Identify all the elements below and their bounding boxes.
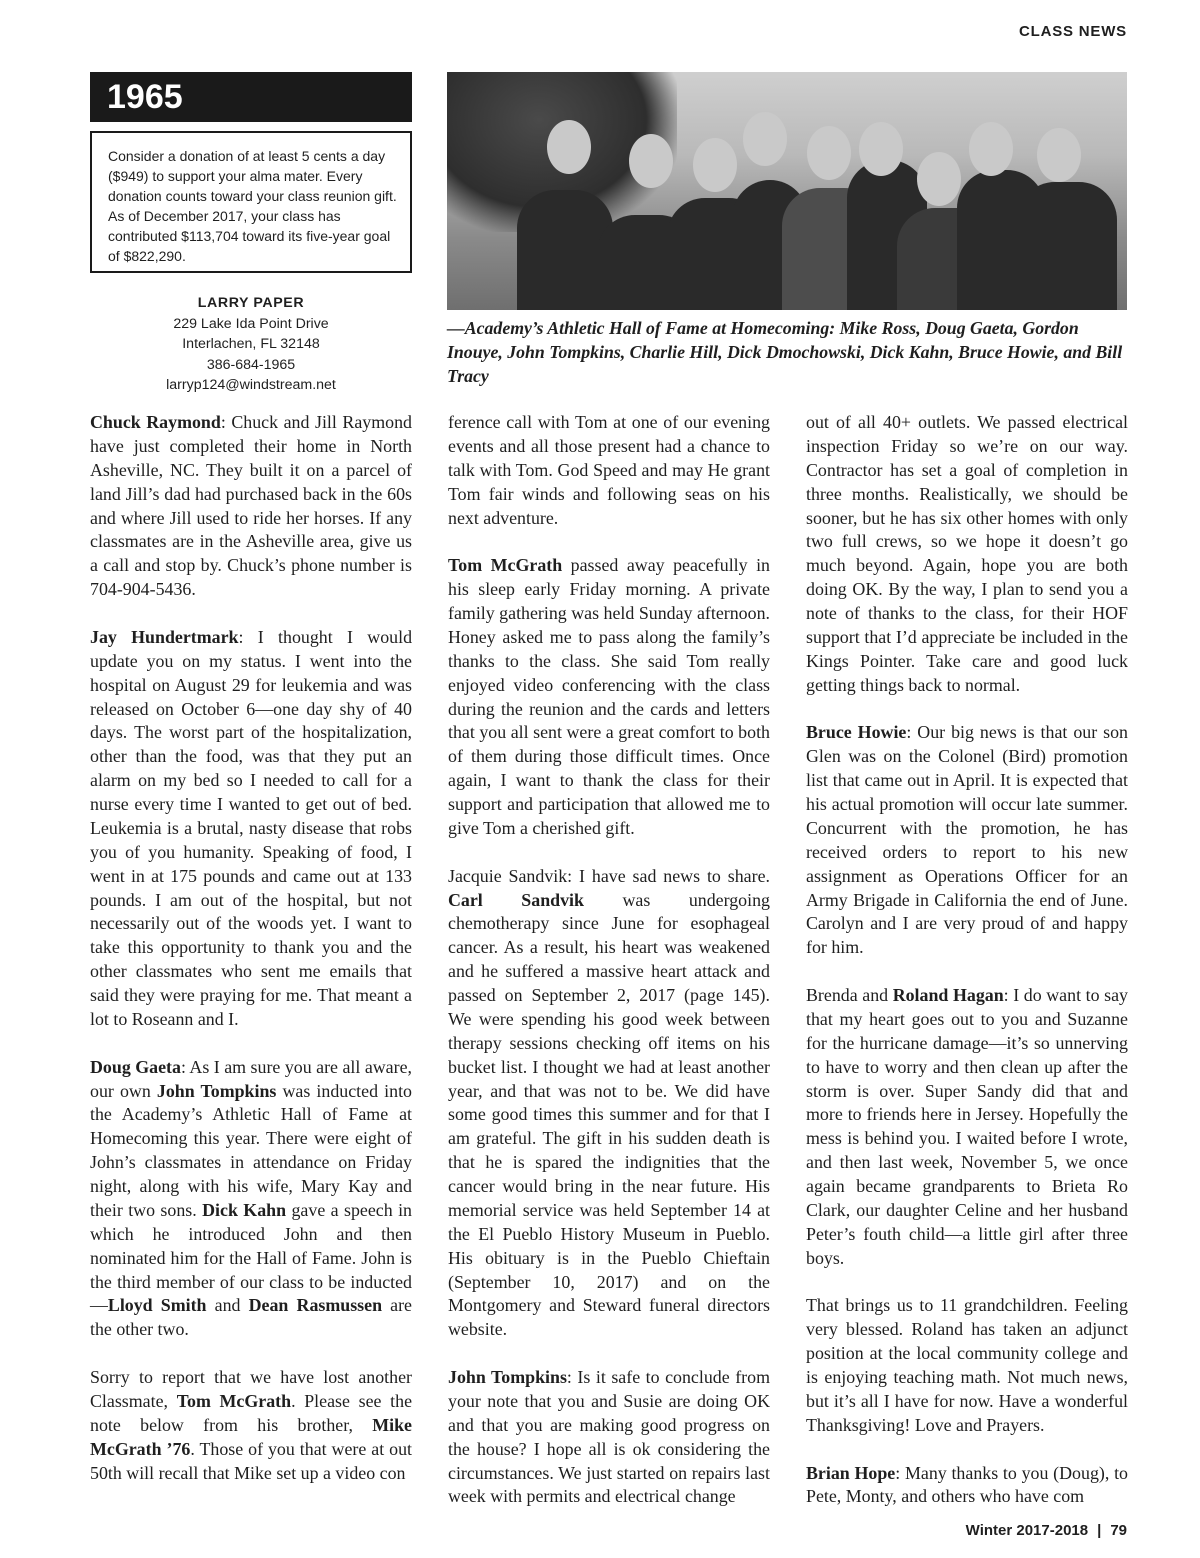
column-3 [806, 411, 1128, 1509]
classmate-name: Brian Hope [806, 1462, 896, 1483]
classmate-name: Dick Kahn [202, 1199, 287, 1220]
entry-text: Jacquie Sandvik: I have sad news to share. [448, 865, 770, 886]
entry-text: . Those of you that were at out 50th will recall that Mike set up a video con [90, 1438, 412, 1483]
entry-text: : Our big news is that our son Glen was on the Colonel (Bird) promotion list that came out in April. It is expected that his actual promotion will occur late summer. Concurrent with the promotion, he has received orders to report to his new assignment as Operations Officer for an Army Brigade in California the end of June. Carolyn and I are very proud of and happy for him. [806, 722, 1128, 958]
entry-text: : Is it safe to conclude from your note that you and Susie are doing OK and that you are making good progress on the house? I hope all is ok considering the circumstances. We just started on repairs last week with permits and electrical change [448, 1367, 770, 1507]
entry-text: . Please see the note below from his brother, [90, 1390, 413, 1435]
entry-john-tompkins [448, 1366, 770, 1509]
photo-head [693, 138, 737, 192]
photo-head [547, 120, 591, 174]
contact-phone: 386-684-1965 [206, 356, 296, 373]
class-year-banner: 1965 [90, 72, 412, 122]
entry-continued: out of all 40+ outlets. We passed electrical inspection Friday so we’re on our way. Contractor has set a goal of completion in three months. Realistically, we should be sooner, but he has six other homes with only two full crews, so we hope it doesn’t go much beyond. Again, hope you are both doing OK. By the way, I plan to send you a note of thanks to the class, for their HOF support that I’d appreciate be included in the Kings Pointer. Take care and good luck getting things back to normal. [806, 412, 1128, 695]
entry-continued: ference call with Tom at one of our evening events and all those present had a chance to talk with Tom. God Speed and may He grant Tom fair winds and following seas on his next adventure. [448, 412, 770, 528]
classmate-name: Jay Hundertmark [90, 626, 239, 647]
photo-head [807, 126, 851, 180]
entry-tom-mcgrath-notice [90, 1366, 412, 1485]
column-1 [90, 411, 412, 1485]
entry-roland-hagan [806, 984, 1128, 1271]
class-secretary-contact [90, 293, 412, 396]
entry-doug-gaeta [90, 1056, 412, 1343]
column-2 [448, 411, 770, 1509]
contact-name: LARRY PAPER [197, 295, 305, 311]
contact-address-line2: Interlachen, FL 32148 [182, 336, 320, 352]
photo-head [629, 134, 673, 188]
entry-text: : I thought I would update you on my status. I went into the hospital on August 29 for leukemia and was released on October 6—one day shy of 40 days. The worst part of the hospitalization, other than the food, was that they put an alarm on my bed so I needed to call for a nurse every time I wanted to get out of bed. Leukemia is a brutal, nasty disease that robs you of you humanity. Speaking of food, I went in at 175 pounds and came out at 133 pounds. I am out of the hospital, but not necessarily out of the woods yet. I want to take this opportunity to thank you and the other classmates who sent me emails that said they were praying for me. That meant a lot to Roseann and I. [90, 626, 413, 1029]
entry-text: was inducted into the Academy’s Athletic Hall of Fame at Homecoming this year. There were eight of John’s classmates in attendance on Friday night, along with his wife, Mary Kay and their two sons. [90, 1080, 412, 1220]
classmate-name: Bruce Howie [806, 722, 907, 743]
photo-head [1037, 128, 1081, 182]
classmate-name: Chuck Raymond [90, 412, 221, 432]
photo-head [917, 152, 961, 206]
entry-text: gave a speech in which he introduced John and then nominated him for the Hall of Fame. John is the third member of our class to be inducted— [90, 1199, 412, 1316]
group-photo [447, 72, 1127, 310]
classmate-name: Doug Gaeta [90, 1056, 181, 1077]
entry-text: Sorry to report that we have lost another Classmate, [90, 1367, 412, 1411]
photo-head [743, 112, 787, 166]
entry-jay-hundertmark [90, 626, 412, 1032]
classmate-name: Mike McGrath ’76 [90, 1414, 412, 1459]
entry-text: : I do want to say that my heart goes out to you and Suzanne for the hurricane damage—it’s so unnerving to have to worry and then clean up after the storm is over. Super Sandy did that and more to friends here in Jersey. Hopefully the mess is behind you. I waited before I wrote, and then last week, November 5, we once again became grandparents to Brieta Ro Clark, our daughter Celine and her husband Peter’s fouth child—a little girl after three boys. [806, 985, 1128, 1268]
entry-text: and [206, 1295, 249, 1316]
classmate-name: Roland Hagan [892, 985, 1004, 1005]
entry-text: passed away peacefully in his sleep early Friday morning. A private family gathering was held Sunday afternoon. Honey asked me to pass along the family’s thanks to the class. She said Tom really enjoyed video conferencing with the class during the reunion and the cards and letters that you all sent were a great comfort to both of them during those difficult times. Once again, I want to thank the class for their support and participation that allowed me to give Tom a cherished gift. [448, 555, 770, 838]
entry-text: : Many thanks to you (Doug), to Pete, Monty, and others who have com [806, 1462, 1128, 1507]
donation-box: Consider a donation of at least 5 cents a day ($949) to support your alma mater. Every donation counts toward your class reunion gift. As of December 2017, your class has contributed $113,704 toward its five-year goal of $822,290. [90, 131, 412, 273]
classmate-name: Tom McGrath [176, 1390, 292, 1411]
classmate-name: Tom McGrath [448, 555, 563, 576]
entry-text: was undergoing chemotherapy since June for esophageal cancer. As a result, his heart was weakened and he suffered a massive heart attack and passed on September 2, 2017 (page 145). We were spending his good week between therapy sessions checking off items on his bucket list. I thought we had at least another year, and that was not to be. We did have some good times this summer and for that I am grateful. The gift in his sudden death is that he is spared the indignities that the cancer would bring in the near future. His memorial service was held September 14 at the El Pueblo History Museum in Pueblo. His obituary is in the Pueblo Chieftain (September 10, 2017) and on the Montgomery and Steward funeral directors website. [448, 889, 770, 1340]
classmate-name: Dean Rasmussen [248, 1295, 383, 1316]
entry-grandchildren: That brings us to 11 grandchildren. Feeling very blessed. Roland has taken an adjunct position at the local community college and is enjoying teaching math. Not much news, but it’s all I have for now. Have a wonderful Thanksgiving! Love and Prayers. [806, 1295, 1128, 1435]
entry-chuck-raymond [90, 411, 412, 602]
entry-text: are the other two. [90, 1295, 412, 1340]
issue-label: Winter 2017-2018 [965, 1522, 1089, 1539]
footer-separator: | [1097, 1522, 1102, 1539]
photo-person [1017, 182, 1117, 310]
photo-head [969, 122, 1013, 176]
entry-brian-hope [806, 1462, 1128, 1510]
entry-text: : As I am sure you are all aware, our own [90, 1056, 412, 1101]
section-header: CLASS NEWS [1018, 23, 1127, 40]
page-footer [966, 1522, 1127, 1539]
entry-bruce-howie [806, 721, 1128, 960]
entry-tom-mcgrath [448, 554, 770, 841]
photo-head [859, 122, 903, 176]
page-number: 79 [1110, 1522, 1127, 1539]
classmate-name: Carl Sandvik [448, 889, 584, 910]
entry-text: : Chuck and Jill Raymond have just completed their home in North Asheville, NC. They built it on a parcel of land Jill’s dad had purchased back in the 60s and where Jill used to ride her horses. If any classmates are in the Asheville area, give us a call and stop by. Chuck’s phone number is 704-904-5436. [90, 412, 412, 600]
entry-carl-sandvik [448, 865, 770, 1343]
classmate-name: Lloyd Smith [107, 1295, 207, 1316]
photo-caption: —Academy’s Athletic Hall of Fame at Homecoming: Mike Ross, Doug Gaeta, Gordon Inouye, John Tompkins, Charlie Hill, Dick Dmochowski, Dick Kahn, Bruce Howie, and Bill Tracy [447, 318, 1123, 386]
contact-address-line1: 229 Lake Ida Point Drive [173, 315, 329, 332]
classmate-name: John Tompkins [156, 1080, 277, 1101]
entry-text: Brenda and [806, 985, 893, 1005]
contact-email[interactable]: larryp124@windstream.net [166, 377, 336, 393]
classmate-name: John Tompkins [448, 1367, 567, 1387]
